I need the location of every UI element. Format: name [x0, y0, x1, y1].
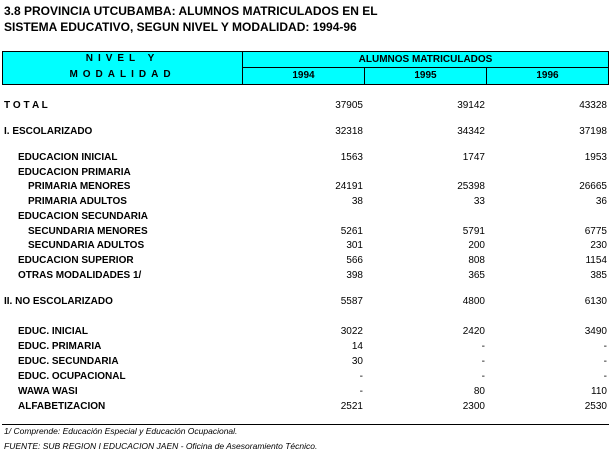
- cell-value: 2530: [584, 401, 607, 412]
- cell-value: 1747: [462, 152, 485, 163]
- cell-value: 808: [468, 255, 485, 266]
- cell-value: 301: [346, 240, 363, 251]
- cell-value: 398: [346, 270, 363, 281]
- row-label: SECUNDARIA ADULTOS: [28, 240, 145, 251]
- cell-value: 385: [590, 270, 607, 281]
- cell-value: 34342: [457, 126, 485, 137]
- footnote-source: FUENTE: SUB REGION I EDUCACION JAEN - Oficina de Asesoramiento Técnico.: [4, 441, 318, 451]
- cell-value: 230: [590, 240, 607, 251]
- cell-value: 38: [351, 196, 363, 207]
- cell-value: 24191: [335, 181, 363, 192]
- cell-value: 6775: [584, 226, 607, 237]
- cell-value: 5587: [340, 296, 363, 307]
- cell-value: 2420: [462, 326, 485, 337]
- cell-value: 2300: [462, 401, 485, 412]
- cell-value: 365: [468, 270, 485, 281]
- cell-value: 39142: [457, 100, 485, 111]
- header-year-1995: 1995: [365, 68, 487, 84]
- cell-value: -: [481, 371, 485, 382]
- cell-value: -: [481, 356, 485, 367]
- cell-value: 26665: [579, 181, 607, 192]
- row-label: SECUNDARIA MENORES: [28, 226, 148, 237]
- header-nivel: NIVEL Y: [85, 53, 160, 64]
- cell-value: 37905: [335, 100, 363, 111]
- row-label: WAWA WASI: [18, 386, 78, 397]
- cell-value: 36: [595, 196, 607, 207]
- title-line-1: 3.8 PROVINCIA UTCUBAMBA: ALUMNOS MATRICULADOS EN EL: [4, 4, 378, 18]
- row-label: T O T A L: [4, 100, 48, 111]
- cell-value: 566: [346, 255, 363, 266]
- row-label: EDUCACION SUPERIOR: [18, 255, 134, 266]
- header-modalidad: MODALIDAD: [69, 69, 176, 80]
- cell-value: 4800: [462, 296, 485, 307]
- cell-value: -: [359, 386, 363, 397]
- header-year-1996: 1996: [536, 70, 559, 81]
- cell-value: -: [481, 341, 485, 352]
- cell-value: 1154: [585, 255, 607, 266]
- cell-value: 3022: [340, 326, 363, 337]
- row-label: ALFABETIZACION: [18, 401, 106, 412]
- cell-value: -: [603, 356, 607, 367]
- table-header: [2, 51, 609, 85]
- cell-value: 1953: [584, 152, 607, 163]
- cell-value: -: [603, 371, 607, 382]
- row-label: EDUC. INICIAL: [18, 326, 88, 337]
- header-nivel-modalidad: [3, 52, 243, 84]
- cell-value: 30: [351, 356, 363, 367]
- cell-value: 6130: [584, 296, 607, 307]
- footer-rule: [2, 424, 609, 425]
- table-title: [4, 3, 378, 35]
- row-label: PRIMARIA MENORES: [28, 181, 131, 192]
- row-label: PRIMARIA ADULTOS: [28, 196, 127, 207]
- cell-value: -: [603, 341, 607, 352]
- cell-value: 2521: [340, 401, 363, 412]
- row-label: EDUC. SECUNDARIA: [18, 356, 119, 367]
- cell-value: 43328: [579, 100, 607, 111]
- footnote-1: 1/ Comprende: Educación Especial y Educación Ocupacional.: [4, 426, 238, 436]
- cell-value: 32318: [335, 126, 363, 137]
- row-label: I. ESCOLARIZADO: [4, 126, 93, 137]
- row-label: EDUC. PRIMARIA: [18, 341, 102, 352]
- cell-value: 80: [473, 386, 485, 397]
- row-label: II. NO ESCOLARIZADO: [4, 296, 113, 307]
- row-label: OTRAS MODALIDADES 1/: [18, 270, 142, 281]
- header-alumnos-matriculados: ALUMNOS MATRICULADOS: [243, 52, 608, 68]
- cell-value: 25398: [457, 181, 485, 192]
- row-label: EDUCACION SECUNDARIA: [18, 211, 149, 222]
- row-label: EDUCACION PRIMARIA: [18, 167, 131, 178]
- cell-value: 200: [468, 240, 485, 251]
- title-line-2: SISTEMA EDUCATIVO, SEGUN NIVEL Y MODALIDAD: 1994-96: [4, 20, 357, 34]
- header-year-1994: 1994: [243, 68, 365, 84]
- cell-value: 1563: [340, 152, 363, 163]
- cell-value: 37198: [579, 126, 607, 137]
- cell-value: -: [359, 371, 363, 382]
- cell-value: 33: [473, 196, 485, 207]
- cell-value: 5261: [340, 226, 363, 237]
- row-label: EDUCACION INICIAL: [18, 152, 118, 163]
- row-label: EDUC. OCUPACIONAL: [18, 371, 126, 382]
- cell-value: 110: [591, 386, 607, 397]
- cell-value: 5791: [462, 226, 485, 237]
- cell-value: 14: [351, 341, 363, 352]
- cell-value: 3490: [584, 326, 607, 337]
